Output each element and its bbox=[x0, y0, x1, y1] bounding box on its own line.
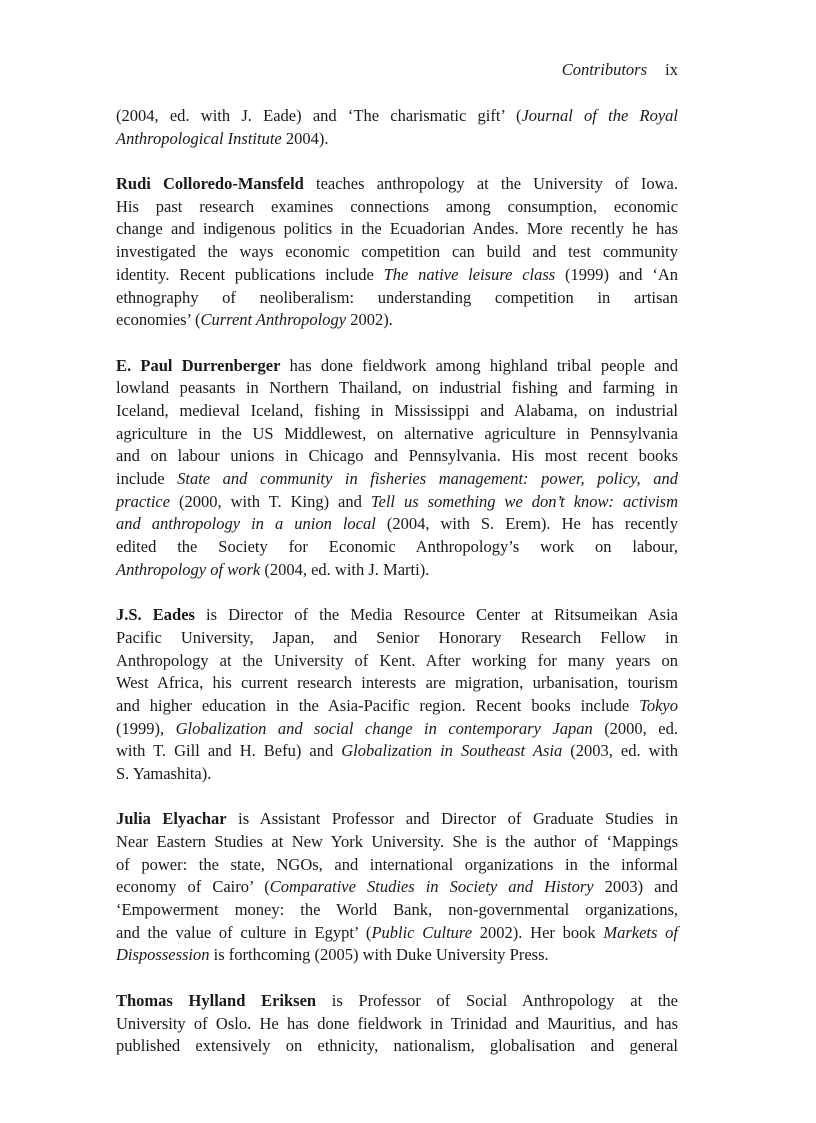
text-line bbox=[116, 491, 678, 514]
text-line bbox=[116, 740, 678, 763]
contributor-name: E. Paul Durrenberger bbox=[116, 355, 281, 375]
text-line bbox=[116, 173, 678, 196]
text-run: lowland peasants in Northern Thailand, on industrial fishing and farming in bbox=[116, 378, 678, 398]
text-run: and the value of culture in Egypt’ ( bbox=[116, 922, 372, 942]
text-line bbox=[116, 944, 678, 967]
text-line bbox=[116, 264, 678, 287]
text-run: 2004). bbox=[281, 128, 329, 148]
publication-title: Comparative Studies in Society and History bbox=[269, 877, 594, 897]
text-line bbox=[116, 128, 678, 151]
text-line bbox=[116, 604, 678, 627]
text-run: 2002). Her book bbox=[472, 922, 604, 942]
text-line bbox=[116, 854, 678, 877]
text-run: agriculture in the US Middlewest, on alternative agriculture in Pennsylvania bbox=[116, 423, 678, 443]
text-line bbox=[116, 196, 678, 219]
running-header bbox=[562, 60, 678, 80]
text-run: 2002). bbox=[346, 310, 393, 330]
text-run: ethnography of neoliberalism: understanding competition in artisan bbox=[116, 287, 678, 307]
text-line bbox=[116, 513, 678, 536]
publication-title: Tell us something we don’t know: activism bbox=[370, 491, 678, 511]
text-line bbox=[116, 672, 678, 695]
text-line bbox=[116, 1013, 678, 1036]
text-run: (2000, with T. King) and bbox=[170, 491, 371, 511]
publication-title: Tokyo bbox=[639, 695, 678, 715]
text-line bbox=[116, 423, 678, 446]
text-run: Anthropology at the University of Kent. After working for many years on bbox=[116, 650, 678, 670]
text-line bbox=[116, 808, 678, 831]
text-run: (2003, ed. with bbox=[562, 741, 678, 761]
text-run: (2004, ed. with J. Marti). bbox=[260, 559, 430, 579]
publication-title: Dispossession bbox=[116, 945, 210, 965]
publication-title: Public Culture bbox=[371, 922, 473, 942]
text-line bbox=[116, 899, 678, 922]
text-run: (1999), bbox=[116, 718, 176, 738]
publication-title: Anthropological Institute bbox=[116, 128, 282, 148]
contributor-name: Thomas Hylland Eriksen bbox=[116, 990, 317, 1010]
text-run: is Assistant Professor and Director of Graduate Studies in bbox=[226, 809, 678, 829]
running-title: Contributors bbox=[561, 60, 648, 79]
text-run: (2004, ed. with J. Eade) and ‘The charismatic gift’ ( bbox=[116, 106, 522, 125]
contributor-entry bbox=[116, 990, 678, 1058]
text-line bbox=[116, 627, 678, 650]
text-line bbox=[116, 287, 678, 310]
contributors-text bbox=[116, 105, 678, 1081]
publication-title: Globalization in Southeast Asia bbox=[341, 741, 563, 761]
page-number: ix bbox=[665, 60, 678, 79]
text-run: with T. Gill and H. Befu) and bbox=[116, 741, 342, 761]
contributor-entry bbox=[116, 355, 678, 582]
publication-title: Current Anthropology bbox=[200, 310, 347, 330]
text-run: ‘Empowerment money: the World Bank, non-governmental organizations, bbox=[116, 900, 678, 920]
publication-title: State and community in fisheries management: power, policy, and bbox=[177, 469, 678, 488]
text-line bbox=[116, 400, 678, 423]
text-line bbox=[116, 650, 678, 673]
text-line bbox=[116, 218, 678, 241]
contributor-entry bbox=[116, 604, 678, 786]
text-run: edited the Society for Economic Anthropology’s work on labour, bbox=[116, 537, 678, 557]
text-run: University of Oslo. He has done fieldwork in Trinidad and Mauritius, and has bbox=[116, 1013, 678, 1033]
text-line bbox=[116, 468, 678, 491]
text-run: of power: the state, NGOs, and international organizations in the informal bbox=[116, 854, 678, 874]
text-line bbox=[116, 355, 678, 378]
text-run: His past research examines connections among consumption, economic bbox=[116, 196, 678, 216]
text-run: teaches anthropology at the University of Iowa. bbox=[303, 174, 678, 194]
publication-title: Markets of bbox=[603, 922, 678, 942]
text-run: and higher education in the Asia-Pacific region. Recent books include bbox=[116, 695, 640, 715]
text-line bbox=[116, 763, 678, 786]
text-run: economy of Cairo’ ( bbox=[116, 877, 270, 897]
text-run: is Professor of Social Anthropology at the bbox=[316, 990, 678, 1010]
contributor-entry bbox=[116, 173, 678, 332]
contributor-name: Rudi Colloredo-Mansfeld bbox=[116, 174, 304, 194]
text-line bbox=[116, 876, 678, 899]
text-run: S. Yamashita). bbox=[116, 763, 212, 783]
publication-title: Journal of the Royal bbox=[521, 106, 678, 125]
publication-title: Anthropology of work bbox=[116, 559, 261, 579]
text-run: economies’ ( bbox=[116, 310, 201, 330]
text-run: 2003) and bbox=[593, 877, 678, 897]
publication-title: The native leisure class bbox=[383, 264, 556, 284]
text-run: Iceland, medieval Iceland, fishing in Mississippi and Alabama, on industrial bbox=[116, 400, 678, 420]
text-run: Near Eastern Studies at New York University. She is the author of ‘Mappings bbox=[116, 832, 678, 851]
text-line bbox=[116, 105, 678, 128]
publication-title: Globalization and social change in contemporary Japan bbox=[175, 718, 593, 738]
text-run: identity. Recent publications include bbox=[116, 264, 384, 284]
text-line bbox=[116, 559, 678, 582]
text-run: include bbox=[116, 469, 178, 488]
text-run: and on labour unions in Chicago and Pennsylvania. His most recent books bbox=[116, 446, 678, 466]
text-line bbox=[116, 377, 678, 400]
contributor-entry bbox=[116, 808, 678, 967]
text-line bbox=[116, 1035, 678, 1058]
text-run: West Africa, his current research interests are migration, urbanisation, tourism bbox=[116, 673, 678, 693]
text-line bbox=[116, 922, 678, 945]
text-run: (1999) and ‘An bbox=[555, 264, 678, 284]
text-line bbox=[116, 536, 678, 559]
text-line bbox=[116, 718, 678, 741]
publication-title: practice bbox=[116, 491, 171, 511]
contributor-name: J.S. Eades bbox=[116, 605, 195, 625]
text-line bbox=[116, 445, 678, 468]
text-line bbox=[116, 990, 678, 1013]
text-run: (2004, with S. Erem). He has recently bbox=[375, 514, 678, 534]
text-run: published extensively on ethnicity, nationalism, globalisation and general bbox=[116, 1036, 678, 1056]
text-run: is Director of the Media Resource Center at Ritsumeikan Asia bbox=[194, 605, 678, 625]
contributor-name: Julia Elyachar bbox=[116, 809, 227, 829]
publication-title: and anthropology in a union local bbox=[116, 514, 376, 534]
text-run: investigated the ways economic competition can build and test community bbox=[116, 242, 678, 262]
text-run: change and indigenous politics in the Ecuadorian Andes. More recently he has bbox=[116, 219, 678, 239]
text-line bbox=[116, 309, 678, 332]
text-run: Pacific University, Japan, and Senior Honorary Research Fellow in bbox=[116, 627, 678, 647]
text-line bbox=[116, 695, 678, 718]
text-line bbox=[116, 831, 678, 854]
text-run: (2000, ed. bbox=[592, 718, 678, 738]
contributor-entry bbox=[116, 105, 678, 150]
text-run: is forthcoming (2005) with Duke University Press. bbox=[209, 945, 549, 965]
text-line bbox=[116, 241, 678, 264]
text-run: has done fieldwork among highland tribal people and bbox=[280, 355, 678, 375]
